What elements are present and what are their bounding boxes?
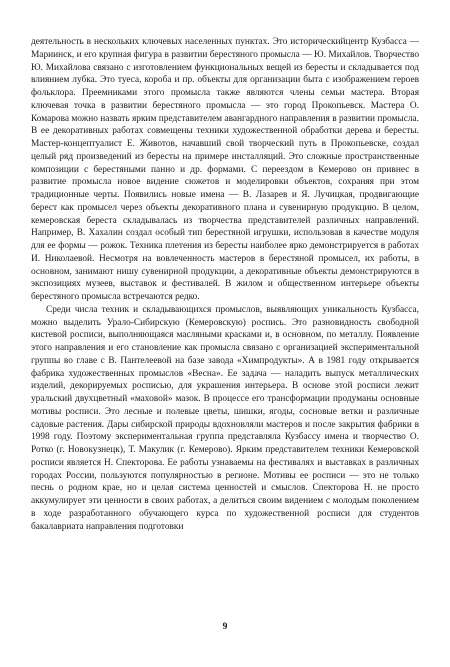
page-number: 9 [222,622,228,632]
body-text [31,36,419,533]
paragraph-birch-bark-craft: деятельность в нескольких ключевых населенных пунктах. Это историческийцентр Кузбасса — Мариинск, и его крупная фигура в развитии берестяного промысла — Ю. Михайлов. Творчество Ю. Михайлова связано с изготовлением функциональных вещей из бересты и складывается под влиянием лубка. Это туеса, короба и пр. объекты для организации быта с изображением героев фольклора. Преемниками этого промысла также являются члены семьи мастера. Вторая ключевая точка в развитии берестяного промысла — это город Прокопьевск. Мастера О. Комарова можно назвать ярким представителем авангардного направления в развитии промысла. В ее декоративных работах совмещены техники художественной обработки дерева и бересты. Мастер-концептуалист Е. Животов, начавший свой творческий путь в Прокопьевске, создал целый ряд произведений из бересты на примере инсталляций. Это сложные пространственные композиции с берестяными панно и др. формами. С переездом в Кемерово он привнес в развитие промысла новое видение сюжетов и моделировки объектов, сохраняя при этом традиционные черты. Появились новые имена — В. Лазарев и Я. Лучицкая, продвигающие берест как промысел через объекты декоративного плана и сувенирную продукцию. В целом, кемеровская береста складывалась из творчества представителей различных направлений. Например, В. Хахалин создал особый тип берестяной игрушки, использовав в качестве модуля для ее формы — рожок. Техника плетения из бересты наиболее ярко демонстрируется в работах И. Николаевой. Несмотря на вовлеченность мастеров в берестяной промысел, их работы, в основном, занимают нишу сувенирной продукции, а декоративные объекты демонстрируются в экспозициях музеев, выставок и фестивалей. В жилом и общественном интерьере объекты берестяного промысла встречаются редко. [31,37,419,302]
paragraph-ural-siberian-painting: Среди числа техник и складывающихся промыслов, выявляющих уникальность Кузбасса, можно выделить Урало-Сибирскую (Кемеровскую) роспись. Это разновидность свободной кистевой росписи, выполняющаяся масляными красками и, в основном, по металлу. Появление этого направления и его становление как промысла связано с организацией экспериментальной группы во главе с В. Пантелеевой на базе завода «Химпродукты». А в 1981 году открывается фабрика художественных промыслов «Весна». Ее задача — наладить выпуск металлических изделий, декорируемых росписью, для украшения интерьера. В основе этой росписи лежит уральский двухцветный «маховой» мазок. В процессе его трансформации продуманы основные мотивы росписи. Это лесные и полевые цветы, шишки, ягоды, сосновые ветки и различные садовые растения. Дары сибирской природы вдохновляли мастеров и после закрытия фабрики в 1998 году. Поэтому экспериментальная группа представляла Кузбассу имена и творчество О. Ротко (г. Новокузнецк), Т. Макулик (г. Кемерово). Ярким представителем техники Кемеровской росписи является Н. Спекторова. Ее работы узнаваемы на фестивалях и выставках в различных городах России, пользуются популярностью в регионе. Мотивы ее росписи — это не только песнь о родном крае, но и целая система ценностей и смыслов. Спекторова Н. не просто аккумулирует эти ценности в своих работах, а делиться своим видением с молодым поколением в ходе разработанного обучающего курса по художественной росписи для студентов бакалавриата направления подготовки [31,304,419,532]
